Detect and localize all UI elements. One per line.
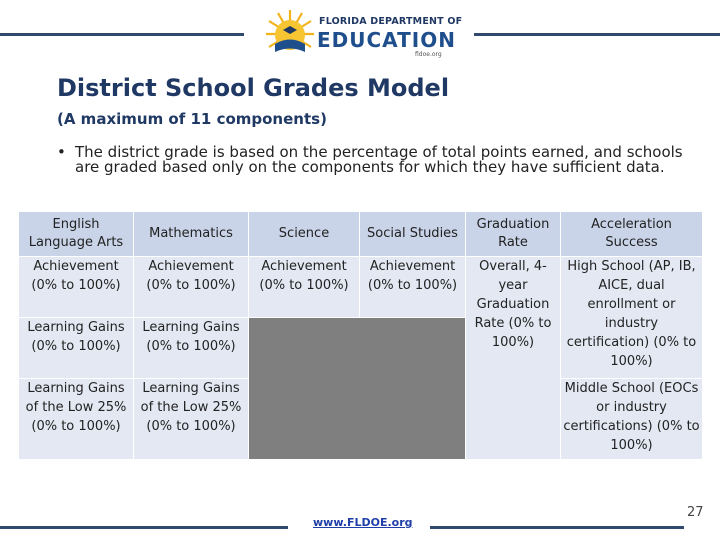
cell-math-learning-gains-low25: Learning Gains of the Low 25% (0% to 100%) bbox=[134, 379, 249, 460]
cell-ela-learning-gains: Learning Gains (0% to 100%) bbox=[19, 318, 134, 379]
header-graduation-rate: Graduation Rate bbox=[466, 212, 561, 257]
cell-graduation-rate: Overall, 4-year Graduation Rate (0% to 100%) bbox=[466, 257, 561, 460]
header-acceleration-success: Acceleration Success bbox=[561, 212, 703, 257]
table-header-row bbox=[19, 212, 703, 257]
logo-text-site: fldoe.org bbox=[415, 51, 442, 58]
page-number: 27 bbox=[687, 505, 704, 520]
slide-title: District School Grades Model bbox=[57, 74, 450, 102]
logo-text-education: EDUCATION bbox=[317, 28, 456, 52]
header-ela: English Language Arts bbox=[19, 212, 134, 257]
cell-social-studies-achievement: Achievement (0% to 100%) bbox=[360, 257, 466, 318]
cell-math-achievement: Achievement (0% to 100%) bbox=[134, 257, 249, 318]
table-row bbox=[19, 257, 703, 318]
header-social-studies: Social Studies bbox=[360, 212, 466, 257]
cell-science-achievement: Achievement (0% to 100%) bbox=[249, 257, 360, 318]
fldoe-logo bbox=[265, 8, 463, 60]
empty-component-block bbox=[249, 318, 466, 460]
header-rule-right bbox=[474, 33, 720, 36]
header-rule-left bbox=[0, 33, 244, 36]
header-science: Science bbox=[249, 212, 360, 257]
footer-rule-left bbox=[0, 526, 288, 529]
footer-rule-right bbox=[430, 526, 684, 529]
fldoe-website-link[interactable]: www.FLDOE.org bbox=[313, 516, 413, 529]
header-mathematics: Mathematics bbox=[134, 212, 249, 257]
components-table bbox=[18, 211, 703, 460]
sun-logo-icon bbox=[265, 8, 315, 60]
cell-ela-learning-gains-low25: Learning Gains of the Low 25% (0% to 100%) bbox=[19, 379, 134, 460]
cell-acceleration-high-school: High School (AP, IB, AICE, dual enrollment or industry certification) (0% to 100%) bbox=[561, 257, 703, 379]
cell-math-learning-gains: Learning Gains (0% to 100%) bbox=[134, 318, 249, 379]
cell-ela-achievement: Achievement (0% to 100%) bbox=[19, 257, 134, 318]
logo-text-department: FLORIDA DEPARTMENT OF bbox=[319, 16, 463, 27]
bullet-text: The district grade is based on the percentage of total points earned, and schools are graded based only on the components for which they have sufficient data. bbox=[75, 143, 683, 176]
cell-acceleration-middle-school: Middle School (EOCs or industry certifications) (0% to 100%) bbox=[561, 379, 703, 460]
slide-subtitle: (A maximum of 11 components) bbox=[57, 110, 327, 128]
bullet-icon: • bbox=[57, 143, 66, 161]
